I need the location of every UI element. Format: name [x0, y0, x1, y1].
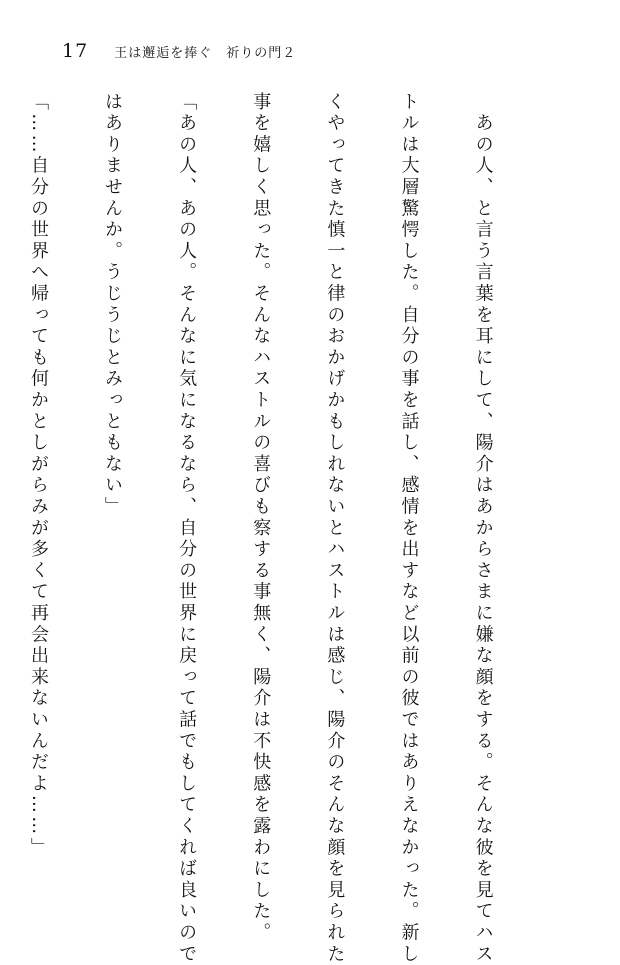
text-line: はありませんか。うじうじとみっともない」 — [102, 92, 124, 518]
page-header — [62, 40, 558, 62]
text-line: 「……自分の世界へ帰っても何かとしがらみが多くて再会出来ないんだよ……」 — [27, 92, 49, 859]
running-title: 王は邂逅を捧ぐ 祈りの門２ — [114, 46, 297, 61]
text-line: トルは大層驚愕した。自分の事を話し、感情を出すなど以前の彼ではありえなかった。新し — [398, 92, 420, 965]
vertical-text-body — [27, 92, 544, 965]
text-line: くやってきた慎一と律のおかげかもしれないとハストルは感じ、陽介のそんな顔を見られた — [324, 92, 346, 965]
text-line: 事を嬉しく思った。そんなハストルの喜びも察する事無く、陽介は不快感を露わにした。 — [250, 92, 272, 944]
text-line: あの人、と言う言葉を耳にして、陽介はあからさまに嫌な顔をする。そんな彼を見てハス — [472, 92, 494, 965]
page-number: 17 — [62, 40, 89, 62]
text-line: 「あの人、あの人。そんなに気になるなら、自分の世界に戻って話でもしてくれば良いので — [176, 92, 198, 965]
